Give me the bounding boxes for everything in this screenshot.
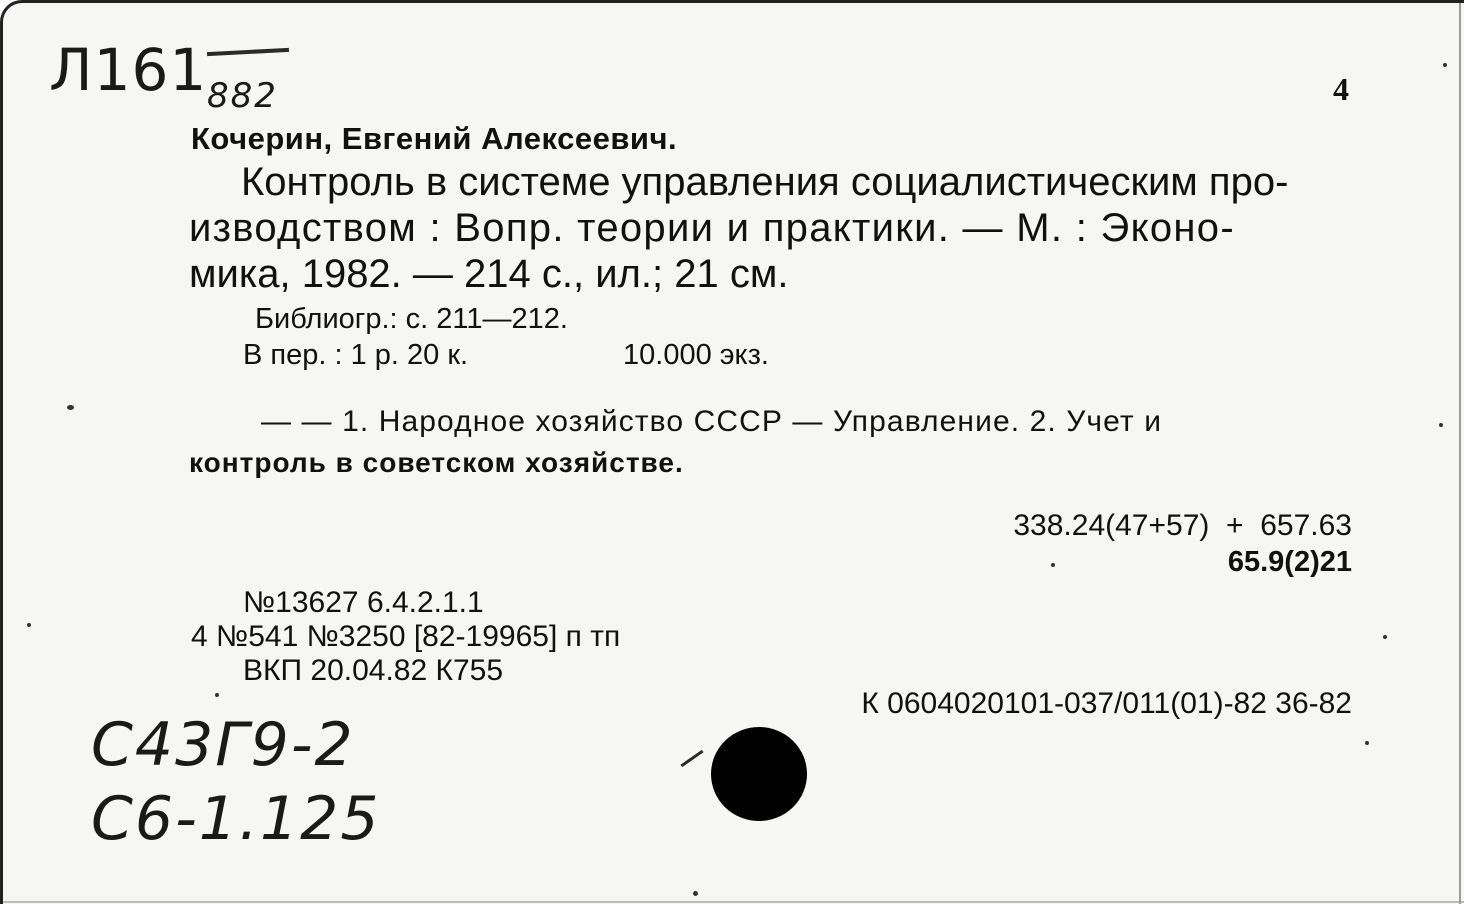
print-run-note: 10.000 экз. bbox=[623, 339, 769, 371]
tech-line-2: 4 №541 №3250 [82-19965] п тп bbox=[191, 620, 621, 653]
scan-streak bbox=[3, 901, 1464, 903]
tech-line-1: №13627 6.4.2.1.1 bbox=[243, 586, 484, 619]
handwritten-code-2: С6-1.125 bbox=[91, 784, 381, 854]
subject-line-2: контроль в советском хозяйстве. bbox=[189, 447, 684, 478]
publisher-code: К 0604020101-037/011(01)-82 36-82 bbox=[861, 687, 1352, 720]
classification-line-2: 65.9(2)21 bbox=[1227, 546, 1352, 578]
title-line-1: Контроль в системе управления социалистическим про- bbox=[241, 160, 1289, 204]
title-line-2: изводством : Вопр. теории и практики. — М. : Эконо- bbox=[189, 206, 1235, 250]
scan-speck bbox=[1051, 563, 1055, 567]
handwritten-shelfmark: Л161 bbox=[49, 36, 208, 104]
card-number: 4 bbox=[1333, 71, 1349, 107]
price-note: В пер. : 1 р. 20 к. bbox=[243, 339, 469, 371]
author-heading: Кочерин, Евгений Алексеевич. bbox=[191, 121, 678, 156]
scan-speck bbox=[1365, 741, 1369, 745]
classification-line-1: 338.24(47+57) + 657.63 bbox=[1013, 509, 1352, 542]
handwritten-code-1: С43Г9-2 bbox=[91, 710, 355, 780]
handwritten-shelfmark-sub: 882 bbox=[207, 76, 278, 116]
scan-speck bbox=[215, 693, 219, 697]
tech-line-3: ВКП 20.04.82 К755 bbox=[243, 654, 504, 687]
title-line-3: мика, 1982. — 214 с., ил.; 21 см. bbox=[189, 252, 789, 296]
scan-speck bbox=[1383, 635, 1387, 639]
scan-speck bbox=[693, 891, 698, 896]
scan-speck bbox=[27, 623, 31, 627]
scan-speck bbox=[1439, 423, 1443, 427]
scan-speck bbox=[1443, 63, 1447, 67]
scan-noise-mark bbox=[680, 750, 703, 767]
shelfmark-fraction-line bbox=[207, 48, 289, 56]
scan-streak bbox=[1459, 3, 1461, 904]
bibliography-note: Библиогр.: с. 211—212. bbox=[255, 303, 568, 335]
scan-speck bbox=[67, 405, 74, 410]
subject-line-1: — — 1. Народное хозяйство СССР — Управление. 2. Учет и bbox=[261, 405, 1163, 438]
card-punch-hole bbox=[711, 727, 807, 821]
